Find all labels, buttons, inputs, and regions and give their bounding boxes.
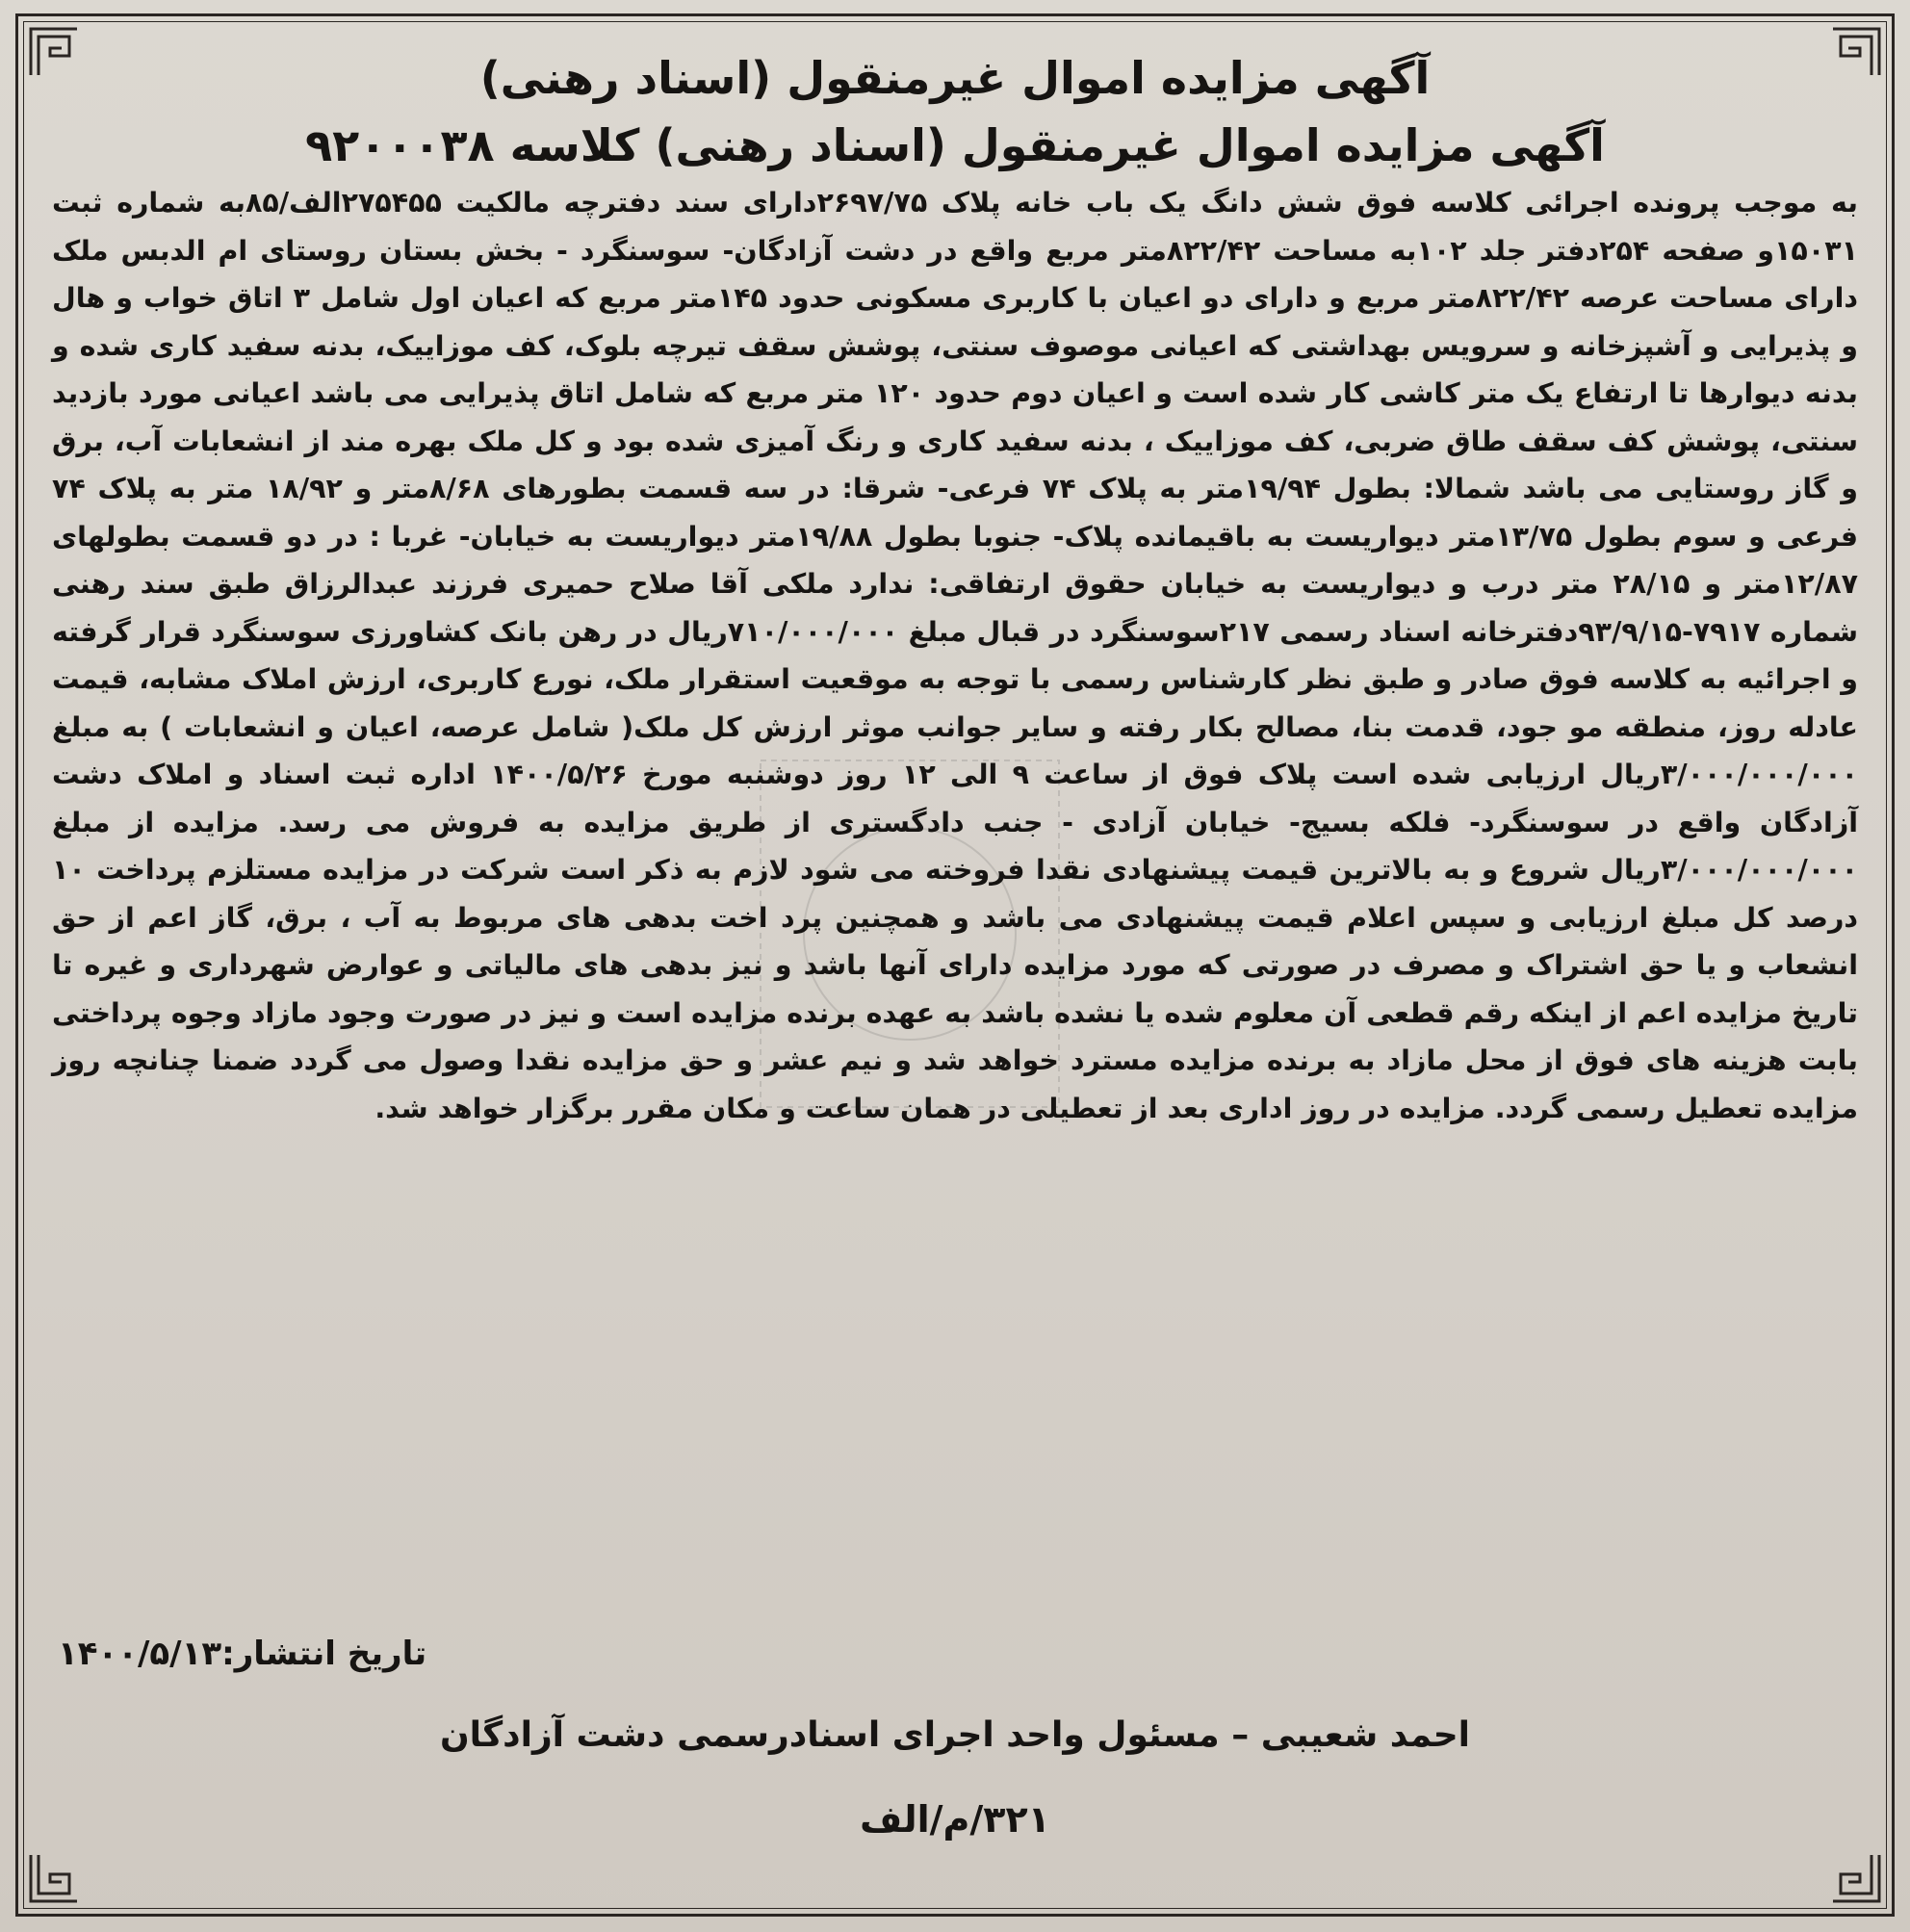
- reference-code: ۳۲۱/م/الف: [860, 1798, 1050, 1841]
- publish-date: تاریخ انتشار:۱۴۰۰/۵/۱۳: [58, 1635, 427, 1673]
- signature: احمد شعیبی – مسئول واحد اجرای اسنادرسمی دشت آزادگان: [439, 1715, 1471, 1755]
- notice-subtitle: آگهی مزایده اموال غیرمنقول (اسناد رهنی) کلاسه ۹۲۰۰۰۳۸: [305, 119, 1605, 171]
- notice-content: [39, 39, 1871, 1893]
- notice-body: به موجب پرونده اجرائی کلاسه فوق شش دانگ یک باب خانه پلاک ۲۶۹۷/۷۵دارای سند دفترچه مالکیت ۲۷۵۴۵۵الف/۸۵به شماره ثبت ۱۵۰۳۱و صفحه ۲۵۴دفتر جلد ۱۰۲به مساحت ۸۲۲/۴۲متر مربع واقع در دشت آزادگان- سوسنگرد - بخش بستان روستای ام الدبس ملک دارای مساحت عرصه ۸۲۲/۴۲متر مربع و دارای دو اعیان با کاربری مسکونی حدود ۱۴۵متر مربع که اعیان اول شامل ۳ اتاق خواب و هال و پذیرایی و آشپزخانه و سرویس بهداشتی که اعیانی موصوف سنتی، پوشش سقف تیرچه بلوک، کف موزاییک، بدنه سفید کاری شده و بدنه دیوارها تا ارتفاع یک متر کاشی کار شده است و اعیان دوم حدود ۱۲۰ متر مربع که شامل اتاق پذیرایی می باشد اعیانی مورد بازدید سنتی، پوشش کف سقف طاق ضربی، کف موزاییک ، بدنه سفید کاری و رنگ آمیزی شده بود و کل ملک بهره مند از انشعابات آب، برق و گاز روستایی می باشد شمالا: بطول ۱۹/۹۴متر به پلاک ۷۴ فرعی- شرقا: در سه قسمت بطورهای ۸/۶۸متر و ۱۸/۹۲ متر به پلاک ۷۴ فرعی و سوم بطول ۱۳/۷۵متر دیواریست به باقیمانده پلاک- جنوبا بطول ۱۹/۸۸متر دیواریست به خیابان- غربا : در دو قسمت بطولهای ۱۲/۸۷متر و ۲۸/۱۵ متر درب و دیواریست به خیابان حقوق ارتفاقی: ندارد ملکی آقا صلاح حمیری فرزند عبدالرزاق طبق سند رهنی شماره ۷۹۱۷-۹۳/۹/۱۵دفترخانه اسناد رسمی ۲۱۷سوسنگرد در قبال مبلغ ۷۱۰/۰۰۰/۰۰۰ریال در رهن بانک کشاورزی سوسنگرد قرار گرفته و اجرائیه به کلاسه فوق صادر و طبق نظر کارشناس رسمی با توجه به موقعیت استقرار ملک، نورع کاربری، ارزش املاک مشابه، قیمت عادله روز، منطقه مو جود، قدمت بنا، مصالح بکار رفته و سایر جوانب موثر ارزش کل ملک( شامل عرصه، اعیان و انشعابات ) به مبلغ ۳/۰۰۰/۰۰۰/۰۰۰ریال ارزیابی شده است پلاک فوق از ساعت ۹ الی ۱۲ روز دوشنبه مورخ ۱۴۰۰/۵/۲۶ اداره ثبت اسناد و املاک دشت آزادگان واقع در سوسنگرد- فلکه بسیج- خیابان آزادی - جنب دادگستری از طریق مزایده به فروش می رسد. مزایده از مبلغ ۳/۰۰۰/۰۰۰/۰۰۰ریال شروع و به بالاترین قیمت پیشنهادی نقدا فروخته می شود لازم به ذکر است شرکت در مزایده مستلزم پرداخت ۱۰ درصد کل مبلغ ارزیابی و سپس اعلام قیمت پیشنهادی می باشد و همچنین پرد اخت بدهی های مربوط به آب ، برق، گاز اعم از حق انشعاب و یا حق اشتراک و مصرف در صورتی که مورد مزایده دارای آنها باشد و نیز بدهی های مالیاتی و عوارض شهرداری و غیره تا تاریخ مزایده اعم از اینکه رقم قطعی آن معلوم شده یا نشده باشد به عهده برنده مزایده است و نیز در صورت وجود مازاد وجوه پرداختی بابت هزینه های فوق از محل مازاد به برنده مزایده مسترد خواهد شد و نیم عشر و حق مزایده نقدا وصول می گردد ضمنا چنانچه روز مزایده تعطیل رسمی گردد. مزایده در روز اداری بعد از تعطیلی در همان ساعت و مکان مقرر برگزار خواهد شد.: [52, 187, 1859, 1124]
- notice-title: آگهی مزایده اموال غیرمنقول (اسناد رهنی): [479, 52, 1431, 104]
